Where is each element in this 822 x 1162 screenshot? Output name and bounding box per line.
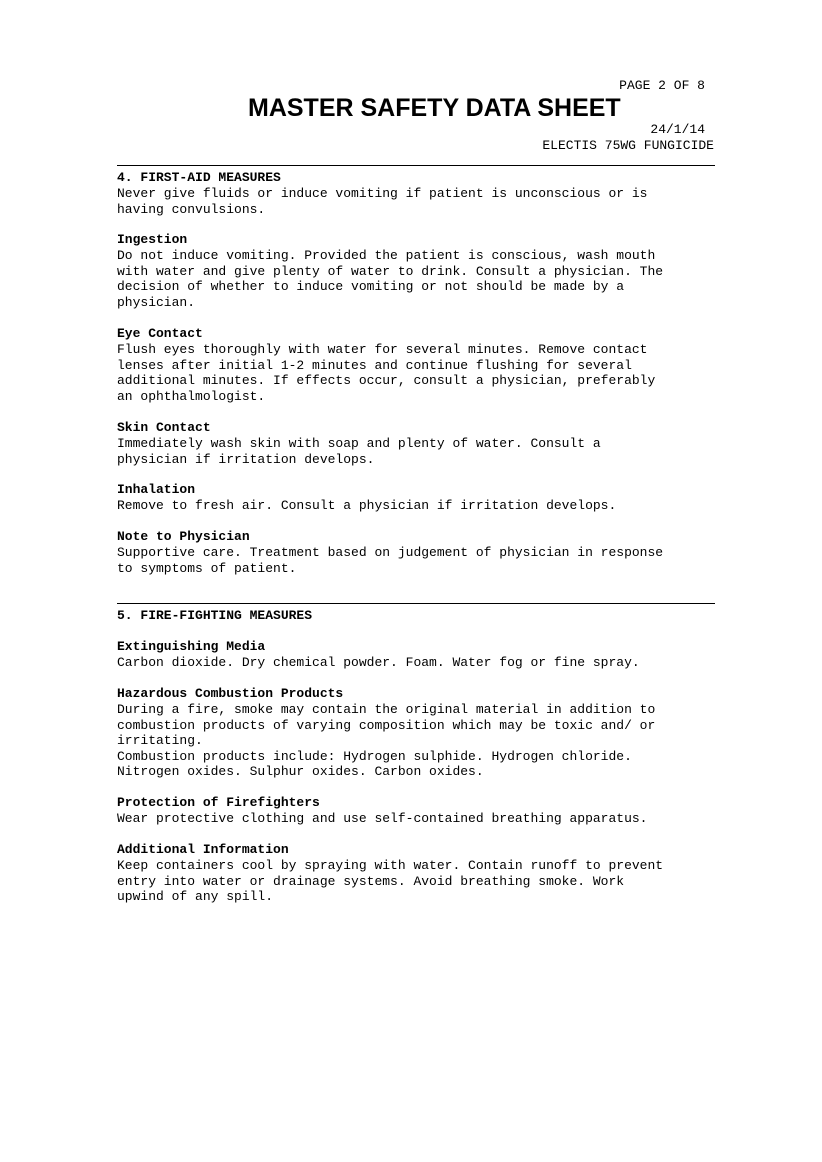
section-divider — [117, 603, 715, 604]
subheading-combustion-products: Hazardous Combustion Products — [117, 686, 344, 701]
subheading-extinguishing-media: Extinguishing Media — [117, 639, 266, 654]
subheading-ingestion: Ingestion — [117, 232, 188, 247]
product-name: ELECTIS 75WG FUNGICIDE — [542, 138, 714, 153]
subheading-eye-contact: Eye Contact — [117, 326, 203, 341]
section-heading-fire-fighting: 5. FIRE-FIGHTING MEASURES — [117, 608, 313, 623]
combustion-products-text: During a fire, smoke may contain the original material in addition to combustion products of varying composition which may be toxic and/ or irritating. Combustion products include: Hydrogen sulphide. Hydrogen chloride. Nitrogen oxides. Sulphur oxides. Carbon oxides. — [117, 702, 656, 780]
ingestion-text: Do not induce vomiting. Provided the patient is conscious, wash mouth with water and give plenty of water to drink. Consult a physician. The decision of whether to induce vomiting or not should be made by a physician. — [117, 248, 664, 310]
protection-firefighters-text: Wear protective clothing and use self-contained breathing apparatus. — [117, 811, 648, 826]
skin-contact-text: Immediately wash skin with soap and plenty of water. Consult a physician if irritation develops. — [117, 436, 601, 467]
section-heading-first-aid: 4. FIRST-AID MEASURES — [117, 170, 281, 185]
eye-contact-text: Flush eyes thoroughly with water for several minutes. Remove contact lenses after initial 1-2 minutes and continue flushing for several additional minutes. If effects occur, consult a physician, preferably an ophthalmologist. — [117, 342, 656, 404]
subheading-additional-information: Additional Information — [117, 842, 289, 857]
additional-information-text: Keep containers cool by spraying with water. Contain runoff to prevent entry into water or drainage systems. Avoid breathing smoke. Work upwind of any spill. — [117, 858, 664, 905]
note-to-physician-text: Supportive care. Treatment based on judgement of physician in response to symptoms of patient. — [117, 545, 664, 576]
subheading-protection-firefighters: Protection of Firefighters — [117, 795, 320, 810]
section-divider — [117, 165, 715, 166]
document-title: MASTER SAFETY DATA SHEET — [248, 94, 621, 122]
first-aid-intro: Never give fluids or induce vomiting if patient is unconscious or is having convulsions. — [117, 186, 648, 217]
subheading-inhalation: Inhalation — [117, 482, 196, 497]
subheading-skin-contact: Skin Contact — [117, 420, 211, 435]
inhalation-text: Remove to fresh air. Consult a physician if irritation develops. — [117, 498, 617, 513]
issue-date: 24/1/14 — [650, 122, 705, 137]
subheading-note-to-physician: Note to Physician — [117, 529, 250, 544]
page-number: PAGE 2 OF 8 — [619, 78, 705, 93]
extinguishing-media-text: Carbon dioxide. Dry chemical powder. Foam. Water fog or fine spray. — [117, 655, 640, 670]
